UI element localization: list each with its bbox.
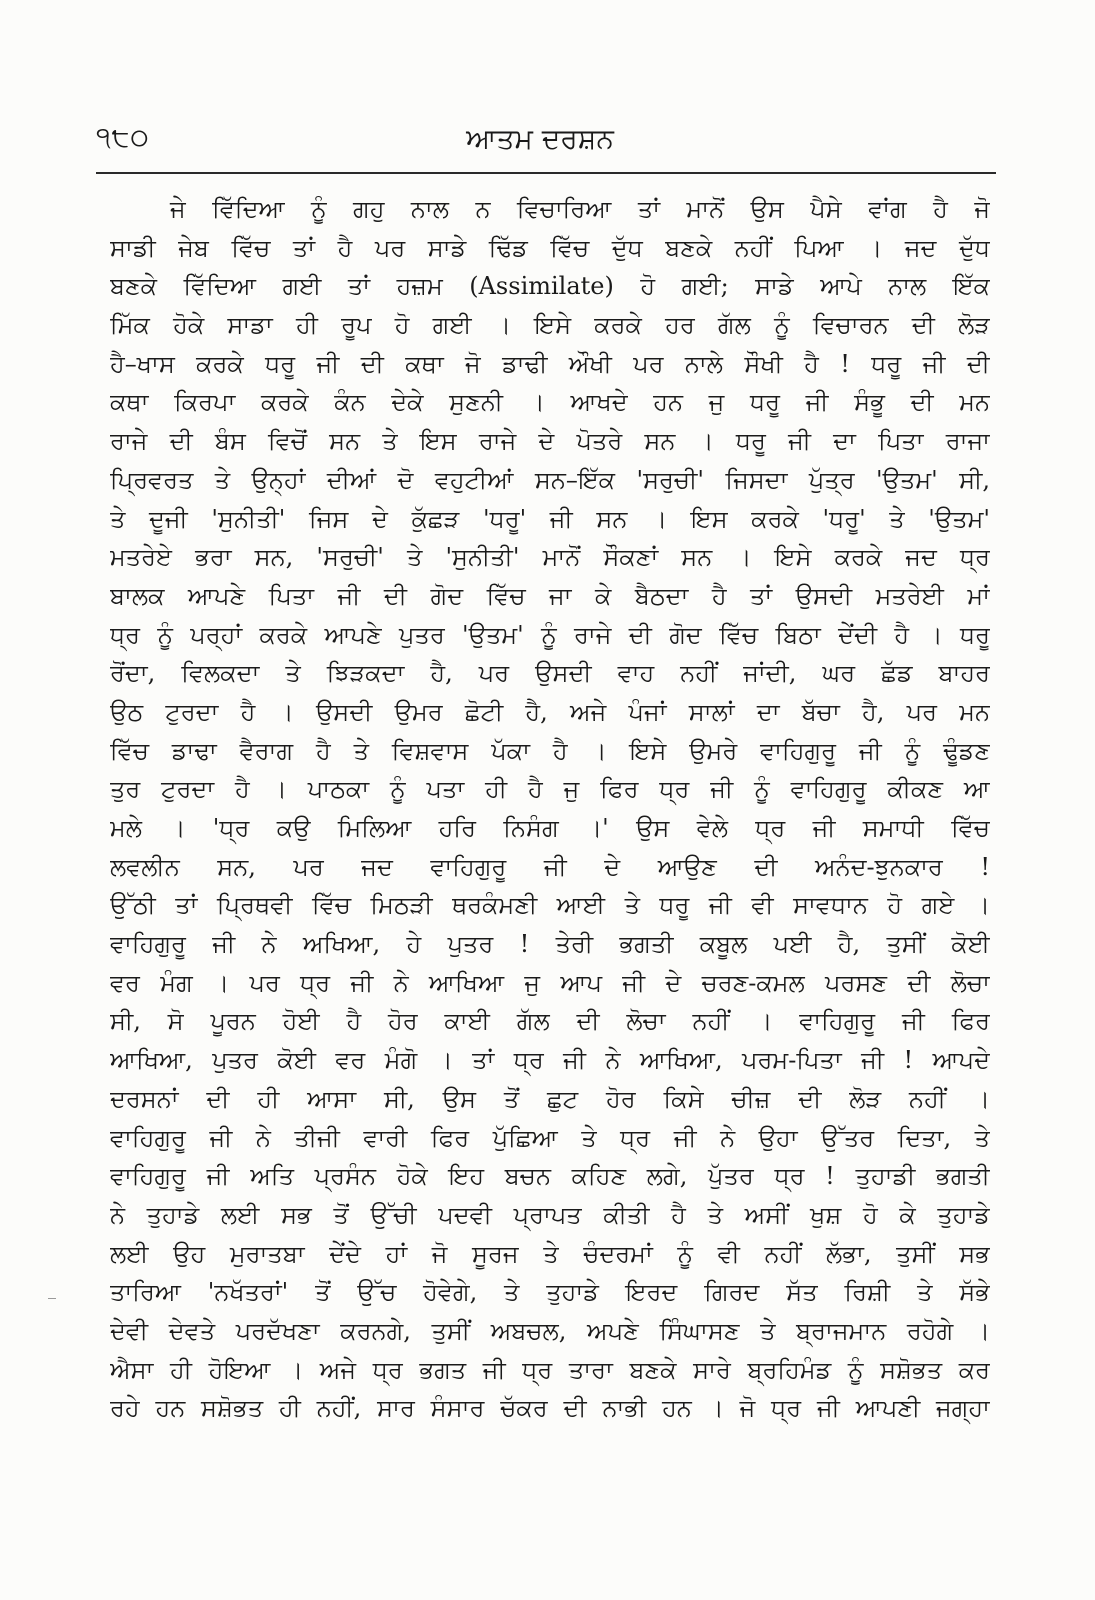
text-line: ਲਵਲੀਨ ਸਨ, ਪਰ ਜਦ ਵਾਹਿਗੁਰੂ ਜੀ ਦੇ ਆਉਣ ਦੀ ਅਨੰਦ-ਝੁਨਕਾਰ ! bbox=[110, 852, 990, 881]
text-line: ਦੇਵੀ ਦੇਵਤੇ ਪਰਦੱਖਣਾ ਕਰਨਗੇ, ਤੁਸੀਂ ਅਬਚਲ, ਅਪਣੇ ਸਿੰਘਾਸਣ ਤੇ ਬ੍ਰਾਜਮਾਨ ਰਹੋਗੇ । bbox=[110, 1316, 990, 1345]
running-title: ਆਤਮ ਦਰਸ਼ਨ bbox=[466, 122, 614, 155]
text-line: ਨੇ ਤੁਹਾਡੇ ਲਈ ਸਭ ਤੋਂ ਉੱਚੀ ਪਦਵੀ ਪ੍ਰਾਪਤ ਕੀਤੀ ਹੈ ਤੇ ਅਸੀਂ ਖੁਸ਼ ਹੋ ਕੇ ਤੁਹਾਡੇ bbox=[110, 1200, 990, 1229]
text-line: ਸੀ, ਸੋ ਪੂਰਨ ਹੋਈ ਹੈ ਹੋਰ ਕਾਈ ਗੱਲ ਦੀ ਲੋਚਾ ਨਹੀਂ । ਵਾਹਿਗੁਰੂ ਜੀ ਫਿਰ bbox=[110, 1007, 990, 1036]
text-line: ਪ੍ਰਿਵਰਤ ਤੇ ਉਨ੍ਹਾਂ ਦੀਆਂ ਦੋ ਵਹੁਟੀਆਂ ਸਨ–ਇੱਕ 'ਸਰੁਚੀ' ਜਿਸਦਾ ਪੁੱਤ੍ਰ 'ਉਤਮ' ਸੀ, bbox=[110, 465, 990, 494]
text-line: ਉਠ ਟੁਰਦਾ ਹੈ । ਉਸਦੀ ਉਮਰ ਛੋਟੀ ਹੈ, ਅਜੇ ਪੰਜਾਂ ਸਾਲਾਂ ਦਾ ਬੱਚਾ ਹੈ, ਪਰ ਮਨ bbox=[110, 697, 990, 726]
text-line: ਤੇ ਦੂਜੀ 'ਸੁਨੀਤੀ' ਜਿਸ ਦੇ ਕੁੱਛੜ 'ਧਰੂ' ਜੀ ਸਨ । ਇਸ ਕਰਕੇ 'ਧਰੂ' ਤੇ 'ਉਤਮ' bbox=[110, 504, 990, 533]
text-line: ਬਣਕੇ ਵਿੱਦਿਆ ਗਈ ਤਾਂ ਹਜ਼ਮ (Assimilate) ਹੋ ਗਈ; ਸਾਡੇ ਆਪੇ ਨਾਲ ਇੱਕ bbox=[110, 272, 990, 301]
body-text bbox=[110, 190, 990, 1428]
text-line: ਬਾਲਕ ਆਪਣੇ ਪਿਤਾ ਜੀ ਦੀ ਗੋਦ ਵਿੱਚ ਜਾ ਕੇ ਬੈਠਦਾ ਹੈ ਤਾਂ ਉਸਦੀ ਮਤਰੇਈ ਮਾਂ bbox=[110, 581, 990, 610]
text-line: ਕਥਾ ਕਿਰਪਾ ਕਰਕੇ ਕੰਨ ਦੇਕੇ ਸੁਣਨੀ । ਆਖਦੇ ਹਨ ਜੁ ਧਰੂ ਜੀ ਸੰਭੂ ਦੀ ਮਨ bbox=[110, 388, 990, 417]
text-line: ਮਿੱਕ ਹੋਕੇ ਸਾਡਾ ਹੀ ਰੂਪ ਹੋ ਗਈ । ਇਸੇ ਕਰਕੇ ਹਰ ਗੱਲ ਨੂੰ ਵਿਚਾਰਨ ਦੀ ਲੋੜ bbox=[110, 311, 990, 340]
text-line: ਤਾਰਿਆ 'ਨਖੱਤਰਾਂ' ਤੋਂ ਉੱਚ ਹੋਵੇਗੇ, ਤੇ ਤੁਹਾਡੇ ਇਰਦ ਗਿਰਦ ਸੱਤ ਰਿਸ਼ੀ ਤੇ ਸੱਭੇ bbox=[110, 1278, 990, 1307]
margin-mark bbox=[48, 1298, 56, 1299]
text-line: ਰੋਂਦਾ, ਵਿਲਕਦਾ ਤੇ ਝਿੜਕਦਾ ਹੈ, ਪਰ ਉਸਦੀ ਵਾਹ ਨਹੀਂ ਜਾਂਦੀ, ਘਰ ਛੱਡ ਬਾਹਰ bbox=[110, 659, 990, 688]
text-line: ਸਾਡੀ ਜੇਬ ਵਿੱਚ ਤਾਂ ਹੈ ਪਰ ਸਾਡੇ ਢਿੱਡ ਵਿੱਚ ਦੁੱਧ ਬਣਕੇ ਨਹੀਂ ਪਿਆ । ਜਦ ਦੁੱਧ bbox=[110, 233, 990, 262]
text-line: ਦਰਸਨਾਂ ਦੀ ਹੀ ਆਸਾ ਸੀ, ਉਸ ਤੋਂ ਛੁਟ ਹੋਰ ਕਿਸੇ ਚੀਜ਼ ਦੀ ਲੋੜ ਨਹੀਂ । bbox=[110, 1084, 990, 1113]
header-rule bbox=[96, 172, 996, 174]
text-line: ਤੁਰ ਟੁਰਦਾ ਹੈ । ਪਾਠਕਾ ਨੂੰ ਪਤਾ ਹੀ ਹੈ ਜੁ ਫਿਰ ਧ੍ਰ ਜੀ ਨੂੰ ਵਾਹਿਗੁਰੂ ਕੀਕਣ ਆ bbox=[110, 775, 990, 804]
text-line: ਵਿੱਚ ਡਾਢਾ ਵੈਰਾਗ ਹੈ ਤੇ ਵਿਸ਼ਵਾਸ ਪੱਕਾ ਹੈ । ਇਸੇ ਉਮਰੇ ਵਾਹਿਗੁਰੂ ਜੀ ਨੂੰ ਢੂੰਡਣ bbox=[110, 736, 990, 765]
text-line: ਵਾਹਿਗੁਰੂ ਜੀ ਨੇ ਅਖਿਆ, ਹੇ ਪੁਤਰ ! ਤੇਰੀ ਭਗਤੀ ਕਬੂਲ ਪਈ ਹੈ, ਤੁਸੀਂ ਕੋਈ bbox=[110, 930, 990, 959]
text-line: ਲਈ ਉਹ ਮੁਰਾਤਬਾ ਦੇਂਦੇ ਹਾਂ ਜੋ ਸੂਰਜ ਤੇ ਚੰਦਰਮਾਂ ਨੂੰ ਵੀ ਨਹੀਂ ਲੱਭਾ, ਤੁਸੀਂ ਸਭ bbox=[110, 1239, 990, 1268]
text-line: ਮਤਰੇਏ ਭਰਾ ਸਨ, 'ਸਰੁਚੀ' ਤੇ 'ਸੁਨੀਤੀ' ਮਾਨੋਂ ਸੌਕਣਾਂ ਸਨ । ਇਸੇ ਕਰਕੇ ਜਦ ਧ੍ਰ bbox=[110, 543, 990, 572]
text-line: ਉੱਠੀ ਤਾਂ ਪ੍ਰਿਥਵੀ ਵਿੱਚ ਮਿਠੜੀ ਥਰਕੰਮਣੀ ਆਈ ਤੇ ਧਰੂ ਜੀ ਵੀ ਸਾਵਧਾਨ ਹੋ ਗਏ । bbox=[110, 891, 990, 920]
text-line: ਐਸਾ ਹੀ ਹੋਇਆ । ਅਜੇ ਧ੍ਰ ਭਗਤ ਜੀ ਧ੍ਰ ਤਾਰਾ ਬਣਕੇ ਸਾਰੇ ਬ੍ਰਹਿਮੰਡ ਨੂੰ ਸਸ਼ੋਭਤ ਕਰ bbox=[110, 1355, 990, 1384]
page-number: ੧੮੦ bbox=[96, 122, 150, 153]
text-line: ਵਰ ਮੰਗ । ਪਰ ਧ੍ਰ ਜੀ ਨੇ ਆਖਿਆ ਜੁ ਆਪ ਜੀ ਦੇ ਚਰਣ-ਕਮਲ ਪਰਸਣ ਦੀ ਲੋਚਾ bbox=[110, 968, 990, 997]
text-line: ਰਾਜੇ ਦੀ ਬੰਸ ਵਿਚੋਂ ਸਨ ਤੇ ਇਸ ਰਾਜੇ ਦੇ ਪੋਤਰੇ ਸਨ । ਧਰੂ ਜੀ ਦਾ ਪਿਤਾ ਰਾਜਾ bbox=[110, 427, 990, 456]
text-line: ਰਹੇ ਹਨ ਸਸ਼ੋਭਤ ਹੀ ਨਹੀਂ, ਸਾਰ ਸੰਸਾਰ ਚੱਕਰ ਦੀ ਨਾਭੀ ਹਨ । ਜੋ ਧ੍ਰ ਜੀ ਆਪਣੀ ਜਗ੍ਹਾ bbox=[110, 1394, 990, 1423]
text-line: ਜੇ ਵਿੱਦਿਆ ਨੂੰ ਗਹੁ ਨਾਲ ਨ ਵਿਚਾਰਿਆ ਤਾਂ ਮਾਨੋਂ ਉਸ ਪੈਸੇ ਵਾਂਗ ਹੈ ਜੋ bbox=[170, 195, 990, 223]
text-line: ਹੈ–ਖਾਸ ਕਰਕੇ ਧਰੂ ਜੀ ਦੀ ਕਥਾ ਜੋ ਡਾਢੀ ਔਖੀ ਪਰ ਨਾਲੇ ਸੌਖੀ ਹੈ ! ਧਰੂ ਜੀ ਦੀ bbox=[110, 349, 990, 378]
text-line: ਵਾਹਿਗੁਰੂ ਜੀ ਅਤਿ ਪ੍ਰਸੰਨ ਹੋਕੇ ਇਹ ਬਚਨ ਕਹਿਣ ਲਗੇ, ਪੁੱਤਰ ਧ੍ਰ ! ਤੁਹਾਡੀ ਭਗਤੀ bbox=[110, 1162, 990, 1191]
text-line: ਧ੍ਰ ਨੂੰ ਪਰ੍ਹਾਂ ਕਰਕੇ ਆਪਣੇ ਪੁਤਰ 'ਉਤਮ' ਨੂੰ ਰਾਜੇ ਦੀ ਗੋਦ ਵਿੱਚ ਬਿਠਾ ਦੇਂਦੀ ਹੈ । ਧਰੂ bbox=[110, 620, 990, 649]
text-line: ਆਖਿਆ, ਪੁਤਰ ਕੋਈ ਵਰ ਮੰਗੋ । ਤਾਂ ਧ੍ਰ ਜੀ ਨੇ ਆਖਿਆ, ਪਰਮ-ਪਿਤਾ ਜੀ ! ਆਪਦੇ bbox=[110, 1046, 990, 1075]
text-line: ਮਲੇ । 'ਧ੍ਰ ਕਉ ਮਿਲਿਆ ਹਰਿ ਨਿਸੰਗ ।' ਉਸ ਵੇਲੇ ਧ੍ਰ ਜੀ ਸਮਾਧੀ ਵਿੱਚ bbox=[110, 814, 990, 842]
text-line: ਵਾਹਿਗੁਰੂ ਜੀ ਨੇ ਤੀਜੀ ਵਾਰੀ ਫਿਰ ਪੁੱਛਿਆ ਤੇ ਧ੍ਰ ਜੀ ਨੇ ਉਹਾ ਉੱਤਰ ਦਿਤਾ, ਤੇ bbox=[110, 1123, 990, 1152]
page-header bbox=[80, 118, 1000, 168]
